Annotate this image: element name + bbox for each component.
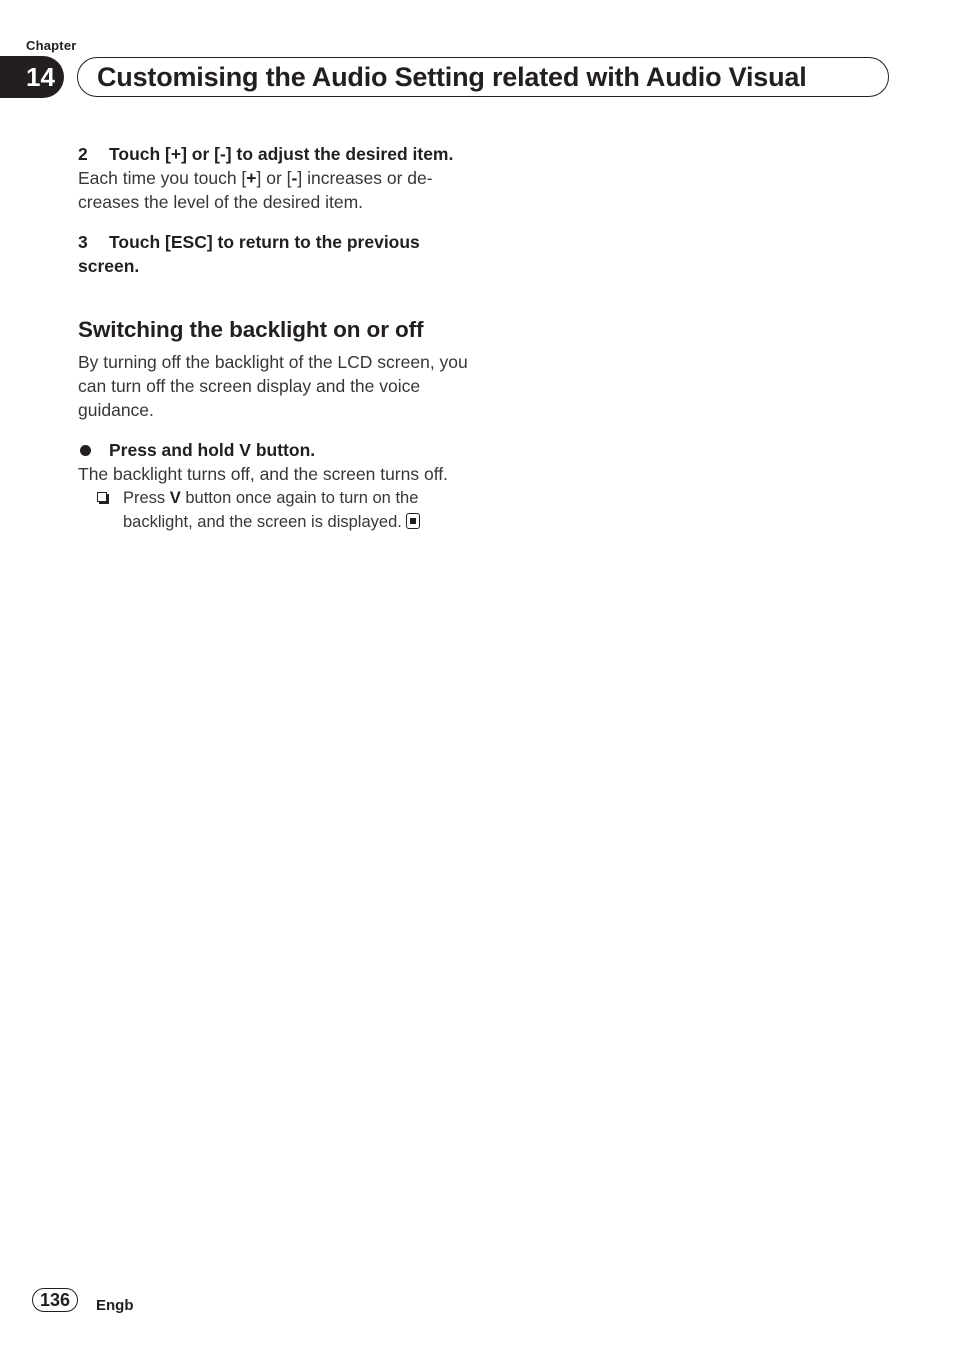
bullet-step: Press and hold V button.	[78, 438, 468, 462]
minus-key: -	[291, 168, 298, 188]
section-intro: By turning off the backlight of the LCD screen, you can turn off the screen display and the voice guidance.	[78, 352, 468, 420]
language-code: Engb	[96, 1297, 134, 1314]
step-number: 2	[78, 144, 88, 164]
step-text: Touch [ESC] to return to the previous screen.	[78, 232, 420, 276]
note: Press V button once again to turn on the backlight, and the screen is displayed.	[78, 486, 468, 534]
page-number: 136	[32, 1288, 78, 1312]
end-of-section-icon	[406, 513, 420, 529]
step-number: 3	[78, 232, 88, 252]
chapter-number: 14	[0, 56, 64, 98]
v-key: V	[169, 489, 181, 507]
main-content	[78, 142, 468, 534]
bullet-icon	[80, 445, 91, 456]
chapter-title: Customising the Audio Setting related with Audio Visual	[97, 62, 807, 92]
step-2-description: Each time you touch [+] or [-] increases or de-creases the level of the desired item.	[78, 168, 433, 212]
step-2	[78, 142, 468, 166]
step-3	[78, 230, 468, 278]
bullet-result: The backlight turns off, and the screen turns off.	[78, 464, 448, 484]
note-checkbox-icon	[97, 492, 107, 502]
plus-key: +	[246, 168, 257, 188]
section-heading: Switching the backlight on or off	[78, 317, 424, 342]
step-text: Touch [+] or [-] to adjust the desired item.	[109, 144, 454, 164]
chapter-label: Chapter	[26, 38, 77, 53]
